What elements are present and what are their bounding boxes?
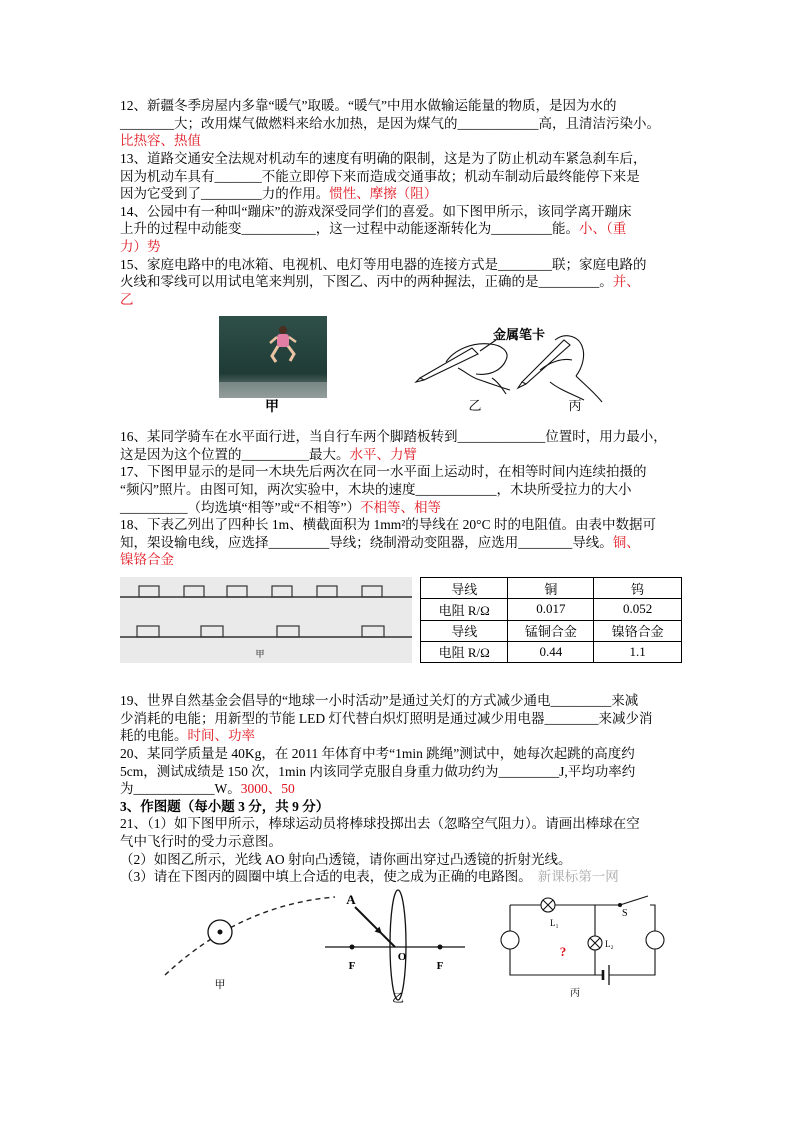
table-cell: 1.1 xyxy=(594,641,682,662)
answer-text: 小、（重 xyxy=(579,221,627,237)
question-text: （3）请在下图丙的圆圈中填上合适的电表，使之成为正确的电路图。 xyxy=(120,869,532,885)
questions-12-15 xyxy=(120,97,700,309)
text-line xyxy=(120,851,700,869)
block-positions-run-1 xyxy=(139,586,382,597)
answer-text: 力）势 xyxy=(120,239,161,255)
question-text: 5cm，测试成绩是 150 次，1min 内该同学克服自身重力做功约为_________J,平均功率约 xyxy=(120,763,636,779)
block-frame xyxy=(362,586,382,597)
table-cell: 铜 xyxy=(508,578,594,599)
question-text: 为____________W。 xyxy=(120,781,241,797)
answer-text: 不相等、相等 xyxy=(359,499,441,515)
table-cell: 钨 xyxy=(594,578,682,599)
text-line xyxy=(120,291,700,309)
incident-ray-ao xyxy=(355,907,395,947)
question-text: 气中飞行时的受力示意图。 xyxy=(120,834,282,850)
block-frame xyxy=(227,586,247,597)
wire-top-right xyxy=(650,905,655,931)
text-line xyxy=(120,446,700,464)
table-cell: 电阻 R/Ω xyxy=(421,641,508,662)
question-text: 耗的电能。 xyxy=(120,728,188,744)
hand-palm-b xyxy=(476,360,506,374)
question-text: 因为它受到了_________力的作用。 xyxy=(120,186,330,202)
switch-label: S xyxy=(622,908,628,919)
text-line xyxy=(120,780,700,798)
block-frame xyxy=(362,626,384,637)
answer-text: 3000、50 xyxy=(240,781,295,797)
block-frame xyxy=(137,626,159,637)
question-text: 少消耗的电能；用新型的节能 LED 灯代替白炽灯照明是通过减少用电器________来减少消 xyxy=(120,710,653,726)
text-line xyxy=(120,745,700,763)
block-frame xyxy=(184,586,204,597)
table-cell: 导线 xyxy=(421,620,508,641)
unknown-mark: ? xyxy=(559,944,567,959)
question-text: 14、公园中有一种叫“蹦床”的游戏深受同学们的喜爱。如下图甲所示，该同学离开蹦床 xyxy=(120,203,632,219)
baseball-diagram xyxy=(165,897,335,975)
lamp1-label: L₁ xyxy=(550,918,559,928)
question-text: 20、某同学质量是 40Kg，在 2011 年体育中考“1min 跳绳”测试中，她每次起跳的高度约 xyxy=(120,745,635,761)
question-text: 知，架设输电线，应选择_________导线；绕制滑动变阻器，应选用________导线。 xyxy=(120,534,613,550)
photo-label: 甲 xyxy=(265,400,279,415)
answer-text: 乙 xyxy=(120,292,134,308)
question-text: 13、道路交通安全法规对机动车的速度有明确的限制，这是为了防止机动车紧急刹车后， xyxy=(120,150,647,166)
answer-text: 铜、 xyxy=(612,534,640,550)
watermark-text: 新课标第一网 xyxy=(537,869,619,885)
text-line xyxy=(120,798,700,816)
figure-trampoline-and-test-pen xyxy=(210,310,620,418)
table-row xyxy=(421,641,682,662)
ball-center-dot xyxy=(218,930,223,935)
section-heading: 3、作图题（每小题 3 分，共 9 分） xyxy=(120,798,330,814)
text-line xyxy=(120,463,700,481)
switch-lever xyxy=(620,896,648,905)
text-line xyxy=(120,815,700,833)
pen-grip-c-label: 丙 xyxy=(568,398,582,413)
text-line xyxy=(120,534,700,552)
text-line xyxy=(120,481,700,499)
text-line xyxy=(120,499,700,517)
question-text: __________（均选填“相等”或“不相等”） xyxy=(120,499,360,515)
block-frame xyxy=(201,626,223,637)
trampoline-bed xyxy=(219,382,327,398)
question-text: “频闪”照片。由图可知，两次实验中，木块的速度____________，木块所受拉力的大小 xyxy=(120,481,632,497)
switch-pivot xyxy=(619,904,622,907)
question-text: 16、某同学骑车在水平面行进，当自行车两个脚踏板转到_____________位置时，用力最小， xyxy=(120,429,667,444)
text-line xyxy=(120,763,700,781)
ball-figure-label: 甲 xyxy=(214,979,226,991)
focus-point-left xyxy=(350,945,355,950)
answer-text: 时间、功率 xyxy=(187,728,255,744)
questions-19-21 xyxy=(120,692,700,886)
text-line xyxy=(120,273,700,291)
text-line xyxy=(120,727,700,745)
questions-16-18 xyxy=(120,428,700,569)
block-positions-run-2 xyxy=(137,626,384,637)
hand-lower-b xyxy=(458,368,510,390)
strobe-photo-drawing xyxy=(120,577,412,663)
answer-text: 惯性、摩擦（阻） xyxy=(329,186,438,202)
text-line xyxy=(120,692,700,710)
question-text: 18、下表乙列出了四种长 1m、横截面积为 1mm²的导线在 20°C 时的电阻值。由表中数据可 xyxy=(120,517,656,533)
focus-left-label: F xyxy=(348,960,356,972)
wire-bottom-left xyxy=(510,949,603,975)
text-line xyxy=(120,710,700,728)
block-frame xyxy=(277,626,299,637)
table-row xyxy=(421,620,682,641)
question-text: 19、世界自然基金会倡导的“地球一小时活动”是通过关灯的方式减少通电_________来减 xyxy=(120,693,639,708)
text-line xyxy=(120,833,700,851)
answer-text: 并、 xyxy=(612,274,640,290)
question-text: 15、家庭电路中的电冰箱、电视机、电灯等用电器的连接方式是________联；家庭电路的 xyxy=(120,256,647,272)
girl-shirt xyxy=(277,334,289,347)
wire-right-bottom xyxy=(609,949,655,975)
meter-circle-right xyxy=(646,931,664,949)
metal-clip-label: 金属笔卡 xyxy=(493,327,546,342)
text-line xyxy=(120,97,700,115)
circuit-diagram xyxy=(501,896,664,985)
text-line xyxy=(120,168,700,186)
table-row xyxy=(421,599,682,620)
answer-text: 水平、力臂 xyxy=(349,446,417,462)
question-text: 上升的过程中动能变___________，这一过程中动能逐渐转化为_________能。 xyxy=(120,221,579,237)
text-line xyxy=(120,551,700,569)
hand-finger-c xyxy=(555,336,584,376)
lamp2-label: L₂ xyxy=(605,939,614,949)
trampoline-photo xyxy=(219,316,327,398)
pen-grip-b xyxy=(416,340,510,394)
block-frame xyxy=(139,586,159,597)
table-cell: 0.017 xyxy=(508,599,594,620)
question-text: 21、（1）如下图甲所示，棒球运动员将棒球投掷出去（忽略空气阻力）。请画出棒球在空 xyxy=(120,816,640,832)
text-line xyxy=(120,132,700,150)
strobe-photo-label: 甲 xyxy=(255,649,265,659)
focus-point-right xyxy=(438,945,443,950)
table-cell: 0.052 xyxy=(594,599,682,620)
table-cell: 锰铜合金 xyxy=(508,620,594,641)
question-text: 17、下图甲显示的是同一木块先后两次在同一水平面上运动时，在相等时间内连续拍摄的 xyxy=(120,464,647,480)
question-text: （2）如图乙所示，光线 AO 射向凸透镜，请你画出穿过凸透镜的折射光线。 xyxy=(120,851,572,867)
answer-text: 镍铬合金 xyxy=(120,552,174,568)
text-line xyxy=(120,516,700,534)
question-text: 12、新疆冬季房屋内多靠“暖气”取暖。“暖气”中用水做输运能量的物质，是因为水的 xyxy=(120,98,617,113)
table-cell: 导线 xyxy=(421,578,508,599)
hand-cuff-b xyxy=(492,378,506,394)
resistance-table xyxy=(420,577,682,663)
table-cell: 电阻 R/Ω xyxy=(421,599,508,620)
focus-right-label: F xyxy=(436,960,444,972)
table-cell: 0.44 xyxy=(508,641,594,662)
pen-grip-c xyxy=(518,336,602,402)
block-frame xyxy=(272,586,292,597)
strobe-photo-figure xyxy=(120,577,412,663)
question-text: 这是因为这个位置的__________最大。 xyxy=(120,446,350,462)
table-row xyxy=(421,578,682,599)
meter-circle-left xyxy=(501,931,519,949)
block-frame xyxy=(317,586,337,597)
table-cell: 镍铬合金 xyxy=(594,620,682,641)
pen-grip-b-label: 乙 xyxy=(468,398,482,413)
text-line xyxy=(120,185,700,203)
circuit-figure-label: 丙 xyxy=(570,988,580,999)
question-text: 火线和零线可以用试电笔来判别，下图乙、丙中的两种握法，正确的是_________。 xyxy=(120,274,613,290)
question-text: 因为机动车具有_______不能立即停下来而造成交通事故；机动车制动后最终能停下来是 xyxy=(120,168,640,184)
answer-text: 比热容、热值 xyxy=(120,133,201,149)
trajectory-dashed-line xyxy=(165,897,335,975)
point-a-label: A xyxy=(346,892,356,907)
text-line xyxy=(120,238,700,256)
test-pen-c xyxy=(522,340,570,384)
text-line xyxy=(120,203,700,221)
text-line xyxy=(120,428,700,446)
question-text: ________大；改用煤气做燃料来给水加热，是因为煤气的____________高，且清洁污染小。 xyxy=(120,115,660,131)
text-line xyxy=(120,115,700,133)
text-line xyxy=(120,256,700,274)
text-line xyxy=(120,220,700,238)
lens-figure-label: 乙 xyxy=(391,991,405,1004)
figure-drawing-questions xyxy=(150,880,680,1004)
point-o-label: O xyxy=(397,951,407,963)
girl-head xyxy=(279,326,287,334)
text-line xyxy=(120,150,700,168)
